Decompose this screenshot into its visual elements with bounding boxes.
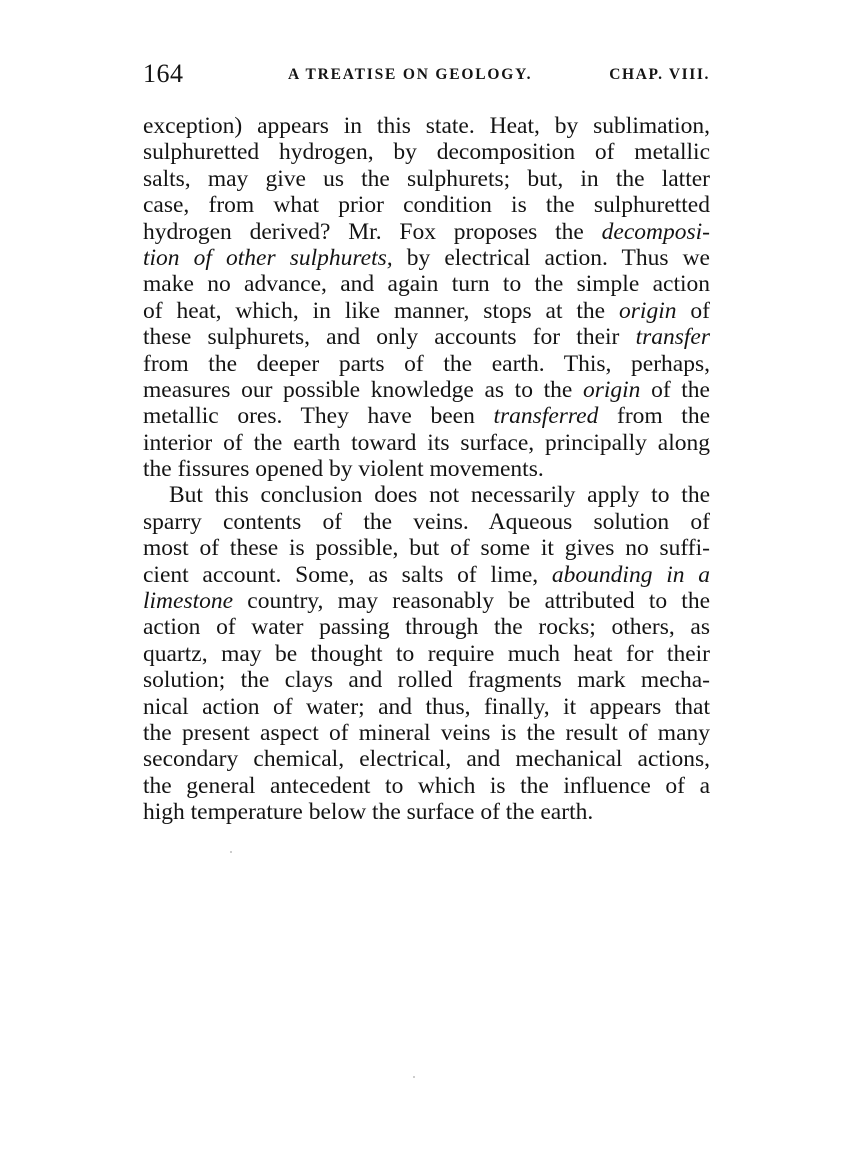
text-run: make no advance, and again turn to the simple action (143, 271, 710, 298)
text-line (143, 430, 710, 456)
running-title: A TREATISE ON GEOLOGY. (288, 66, 533, 83)
text-line (143, 746, 710, 772)
text-line (143, 298, 710, 324)
text-line (143, 219, 710, 245)
text-line (143, 799, 710, 825)
text-line (143, 773, 710, 799)
text-line (143, 245, 710, 271)
text-line (143, 588, 710, 614)
text-line (143, 192, 710, 218)
text-line (143, 641, 710, 667)
text-run: But this conclusion does not necessarily apply to the (169, 482, 710, 509)
text-run: interior of the earth toward its surface, principally along (143, 429, 710, 456)
text-line (143, 324, 710, 350)
text-line (143, 562, 710, 588)
italic-run: origin (619, 297, 677, 324)
text-run: cient account. Some, as salts of lime, (143, 561, 552, 588)
text-line (143, 667, 710, 693)
italic-run: transferred (493, 403, 599, 430)
text-line (143, 166, 710, 192)
italic-run: decomposi- (601, 218, 710, 245)
text-run: the fissures opened by violent movements. (143, 456, 544, 483)
text-run: by electrical action. Thus we (392, 244, 710, 271)
text-line (143, 271, 710, 297)
paper-speck (413, 1076, 415, 1078)
text-run: quartz, may be thought to require much heat for their (143, 640, 710, 667)
italic-run: tion of other sulphurets, (143, 244, 393, 271)
text-line (143, 456, 710, 482)
running-head (143, 58, 710, 90)
text-run: the general antecedent to which is the influence of a (143, 772, 710, 799)
text-run: metallic ores. They have been (143, 403, 494, 430)
text-run: of the (640, 376, 710, 403)
text-run: of (676, 297, 710, 324)
text-line (143, 377, 710, 403)
text-run: case, from what prior condition is the sulphuretted (143, 192, 710, 219)
text-run: from the (598, 403, 711, 430)
text-line (143, 694, 710, 720)
text-run: of heat, which, in like manner, stops at the (143, 297, 620, 324)
text-run: sulphuretted hydrogen, by decomposition of metallic (143, 139, 710, 166)
paragraph (143, 482, 710, 825)
text-line (143, 614, 710, 640)
italic-run: origin (582, 376, 641, 403)
text-line (143, 509, 710, 535)
text-line (143, 535, 710, 561)
text-run: most of these is possible, but of some it gives no suffi- (143, 535, 710, 562)
text-line (143, 482, 710, 508)
text-run: solution; the clays and rolled fragments mark mecha- (143, 667, 710, 694)
italic-run: limestone (143, 588, 234, 615)
text-line (143, 351, 710, 377)
text-run: country, may reasonably be attributed to the (233, 588, 710, 615)
paper-speck (230, 851, 232, 853)
page-number: 164 (143, 59, 184, 88)
text-run: action of water passing through the rocks; others, as (143, 614, 710, 641)
text-run: measures our possible knowledge as to the (143, 376, 583, 403)
text-line (143, 720, 710, 746)
text-run: secondary chemical, electrical, and mechanical actions, (143, 746, 710, 773)
text-run: exception) appears in this state. Heat, by sublimation, (143, 113, 710, 139)
text-run: nical action of water; and thus, finally, it appears that (143, 693, 710, 720)
text-run: hydrogen derived? Mr. Fox proposes the (143, 218, 602, 245)
paragraph (143, 113, 710, 482)
text-line (143, 113, 710, 139)
text-run: these sulphurets, and only accounts for their (143, 324, 636, 351)
body-text (143, 113, 710, 826)
italic-run: transfer (635, 324, 710, 351)
text-run: the present aspect of mineral veins is the result of many (143, 719, 710, 746)
italic-run: abounding in a (551, 561, 711, 588)
text-line (143, 403, 710, 429)
chapter-label: CHAP. VIII. (609, 66, 710, 83)
text-run: sparry contents of the veins. Aqueous solution of (143, 508, 710, 535)
text-line (143, 139, 710, 165)
text-run: from the deeper parts of the earth. This, perhaps, (143, 350, 710, 377)
text-run: salts, may give us the sulphurets; but, in the latter (143, 165, 710, 192)
text-run: high temperature below the surface of the earth. (143, 799, 594, 826)
